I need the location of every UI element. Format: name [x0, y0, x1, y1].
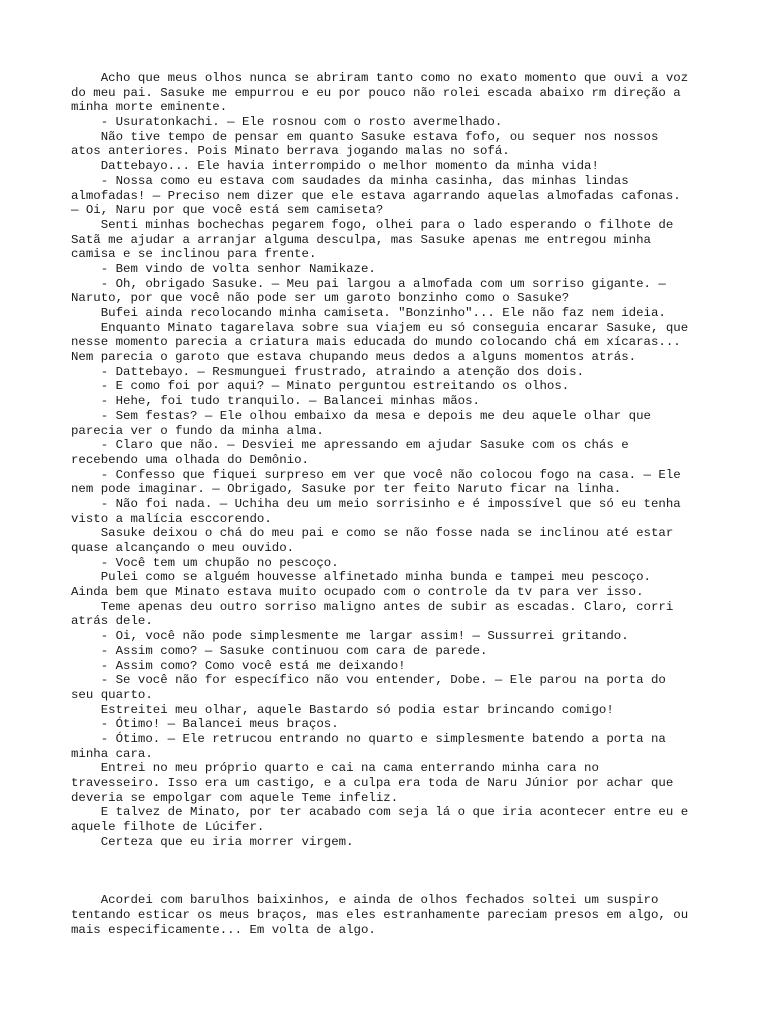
text-line: deveria se empolgar com aquele Teme infeliz.: [71, 790, 399, 805]
text-line: E talvez de Minato, por ter acabado com seja lá o que iria acontecer entre eu e: [71, 805, 689, 820]
text-line: - Nossa como eu estava com saudades da minha casinha, das minhas lindas: [71, 173, 629, 188]
text-line: Satã me ajudar a arranjar alguma desculpa, mas Sasuke apenas me entregou minha: [71, 232, 651, 247]
text-line: parecia ver o fundo da minha alma.: [71, 423, 324, 438]
text-line: atos anteriores. Pois Minato berrava jogando malas no sofá.: [71, 144, 510, 159]
text-line: - Bem vindo de volta senhor Namikaze.: [71, 261, 376, 276]
text-line: Ainda bem que Minato estava muito ocupado com o controle da tv para ver isso.: [71, 585, 644, 600]
text-line: mais especificamente... Em volta de algo.: [71, 922, 376, 937]
text-line: - Hehe, foi tudo tranquilo. — Balancei minhas mãos.: [71, 394, 480, 409]
text-line: - Claro que não. — Desviei me apressando em ajudar Sasuke com os chás e: [71, 438, 629, 453]
text-line: - Ótimo! — Balancei meus braços.: [71, 717, 339, 732]
text-line: - E como foi por aqui? — Minato perguntou estreitando os olhos.: [71, 379, 570, 394]
text-line: Dattebayo... Ele havia interrompido o melhor momento da minha vida!: [71, 159, 599, 174]
text-line: — Oi, Naru por que você está sem camiseta?: [71, 203, 384, 218]
text-line: Pulei como se alguém houvesse alfinetado minha bunda e tampei meu pescoço.: [71, 570, 651, 585]
text-line: - Oi, você não pode simplesmente me largar assim! — Sussurrei gritando.: [71, 629, 629, 644]
text-line: Acho que meus olhos nunca se abriram tanto como no exato momento que ouvi a voz: [71, 71, 689, 85]
text-line: recebendo uma olhada do Demônio.: [71, 452, 309, 467]
section-gap: [71, 849, 703, 893]
text-line: Enquanto Minato tagarelava sobre sua viajem eu só conseguia encarar Sasuke, que: [71, 320, 689, 335]
text-line: do meu pai. Sasuke me empurrou e eu por pouco não rolei escada abaixo rm direção a: [71, 85, 681, 100]
text-line: minha morte eminente.: [71, 100, 228, 115]
text-line: travesseiro. Isso era um castigo, e a culpa era toda de Naru Júnior por achar que: [71, 776, 674, 790]
text-line: Sasuke deixou o chá do meu pai e como se não fosse nada se inclinou até estar: [71, 526, 674, 541]
text-line: seu quarto.: [71, 687, 153, 702]
text-line: - Assim como? Como você está me deixando!: [71, 658, 406, 673]
text-line: aquele filhote de Lúcifer.: [71, 820, 265, 835]
text-line: tentando esticar os meus braços, mas eles estranhamente pareciam presos em algo, ou: [71, 908, 689, 923]
text-line: - Confesso que fiquei surpreso em ver que você não colocou fogo na casa. — Ele: [71, 467, 681, 482]
text-line: camisa e se inclinou para frente.: [71, 247, 317, 262]
text-line: - Não foi nada. — Uchiha deu um meio sorrisinho e é impossível que só eu tenha: [71, 496, 681, 511]
text-line: - Sem festas? — Ele olhou embaixo da mesa e depois me deu aquele olhar que: [71, 408, 651, 423]
text-line: Teme apenas deu outro sorriso maligno antes de subir as escadas. Claro, corri: [71, 599, 674, 614]
text-line: visto a malícia esccorendo.: [71, 511, 272, 526]
text-line: Acordei com barulhos baixinhos, e ainda de olhos fechados soltei um suspiro: [71, 893, 659, 908]
text-line: - Usuratonkachi. — Ele rosnou com o rosto avermelhado.: [71, 115, 503, 130]
text-line: Senti minhas bochechas pegarem fogo, olhei para o lado esperando o filhote de: [71, 217, 674, 232]
text-line: Estreitei meu olhar, aquele Bastardo só podia estar brincando comigo!: [71, 702, 614, 717]
text-line: minha cara.: [71, 746, 153, 761]
text-line: Entrei no meu próprio quarto e cai na cama enterrando minha cara no: [71, 761, 599, 776]
text-line: Bufei ainda recolocando minha camiseta. "Bonzinho"... Ele não faz nem ideia.: [71, 306, 666, 320]
text-section-1: [71, 71, 703, 849]
text-line: atrás dele.: [71, 614, 153, 629]
text-line: quase alcançando o meu ouvido.: [71, 541, 295, 555]
text-line: - Ótimo. — Ele retrucou entrando no quarto e simplesmente batendo a porta na: [71, 731, 666, 746]
text-line: Não tive tempo de pensar em quanto Sasuke estava fofo, ou sequer nos nossos: [71, 129, 659, 144]
text-line: - Dattebayo. — Resmunguei frustrado, atraindo a atenção dos dois.: [71, 364, 585, 379]
text-line: - Se você não for específico não vou entender, Dobe. — Ele parou na porta do: [71, 673, 666, 688]
text-line: - Assim como? — Sasuke continuou com cara de parede.: [71, 643, 488, 658]
text-line: nesse momento parecia a criatura mais educada do mundo colocando chá em xícaras...: [71, 335, 681, 350]
text-line: nem pode imaginar. — Obrigado, Sasuke por ter feito Naruto ficar na linha.: [71, 482, 622, 497]
text-line: - Oh, obrigado Sasuke. — Meu pai largou a almofada com um sorriso gigante. —: [71, 276, 666, 291]
text-line: Nem parecia o garoto que estava chupando meus dedos a alguns momentos atrás.: [71, 350, 637, 365]
text-line: almofadas! — Preciso nem dizer que ele estava agarrando aquelas almofadas cafonas.: [71, 188, 681, 203]
text-line: Certeza que eu iria morrer virgem.: [71, 834, 354, 849]
text-section-2: [71, 893, 703, 937]
text-line: Naruto, por que você não pode ser um garoto bonzinho como o Sasuke?: [71, 291, 570, 306]
text-line: - Você tem um chupão no pescoço.: [71, 555, 339, 570]
document-page: [71, 71, 703, 938]
